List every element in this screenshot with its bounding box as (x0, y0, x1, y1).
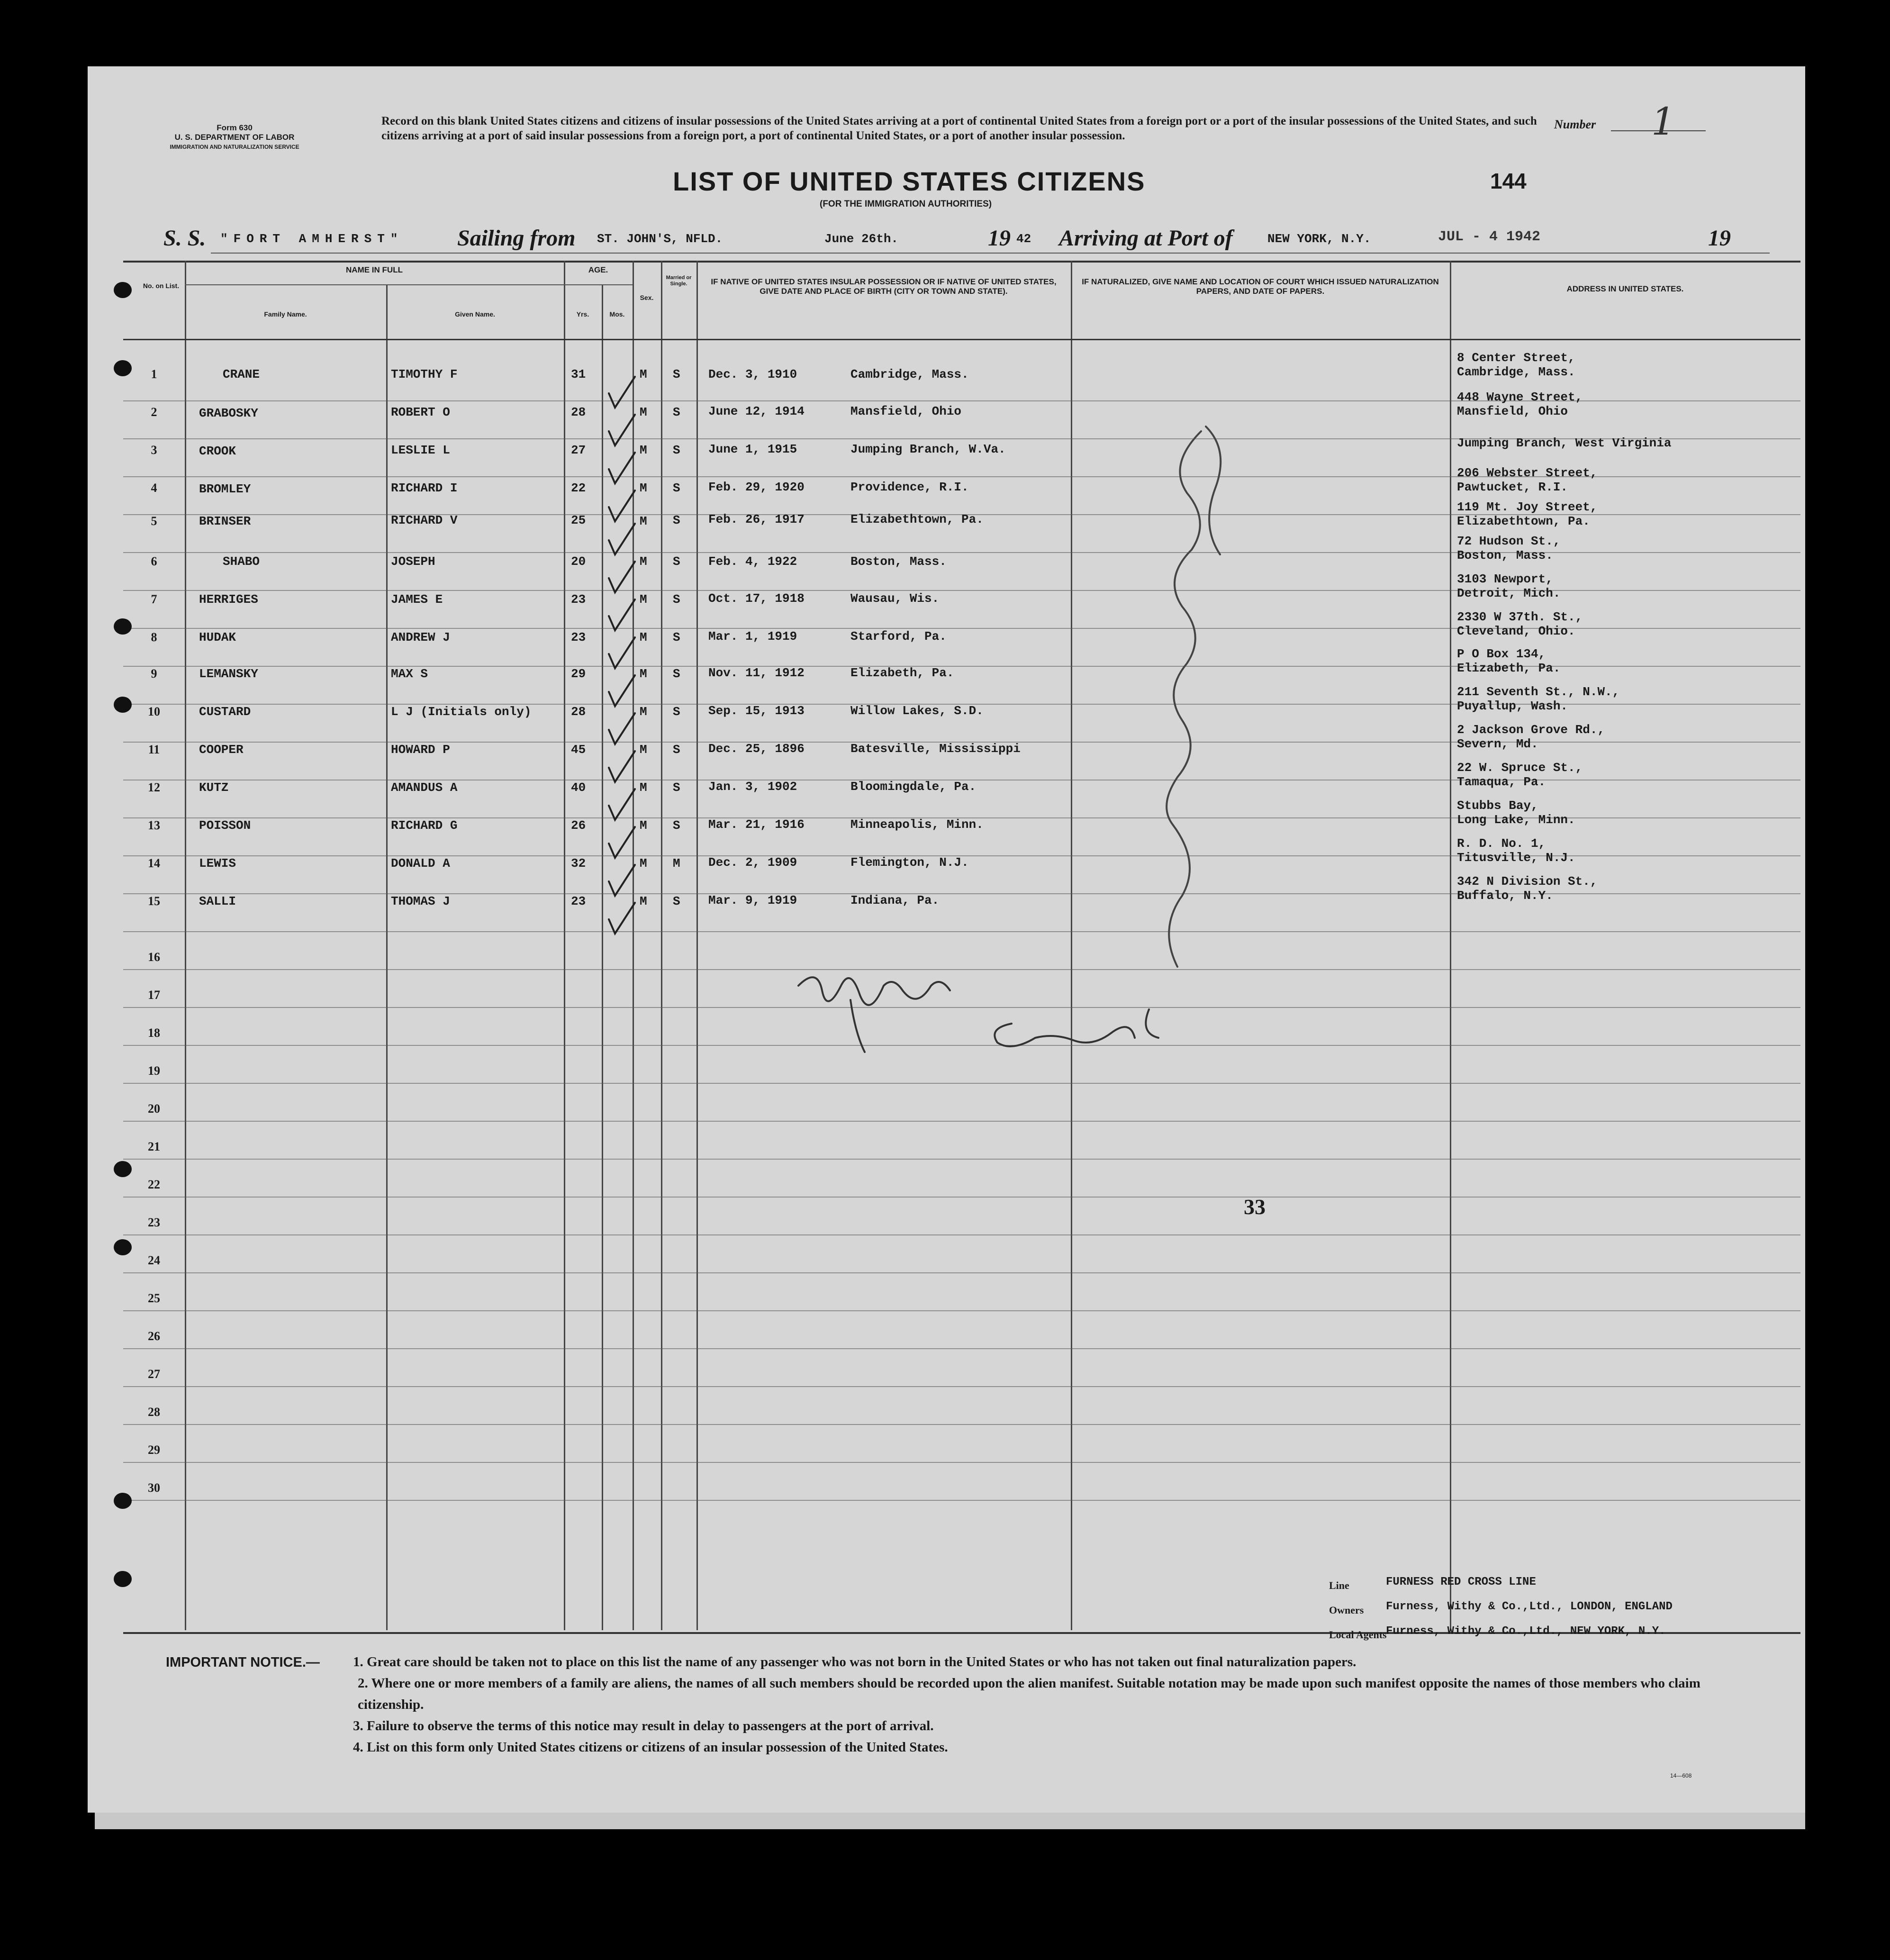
birth-date: Mar. 1, 1919 (708, 629, 797, 644)
number-value: 1 (1651, 100, 1675, 144)
header-name-in-full: NAME IN FULL (346, 265, 403, 274)
birth-place: Mansfield, Ohio (850, 404, 962, 418)
marital-status: S (673, 405, 680, 419)
sex: M (640, 367, 647, 381)
line-value: FURNESS RED CROSS LINE (1386, 1576, 1536, 1588)
voyage-underline (211, 253, 1770, 254)
row-number: 4 (151, 481, 157, 495)
table-row (88, 533, 1805, 571)
birth-place: Batesville, Mississippi (850, 742, 1021, 756)
stamp-number: 33 (1244, 1195, 1266, 1219)
marital-status: S (673, 894, 680, 908)
birth-date: Sep. 15, 1913 (708, 704, 805, 718)
header-family: Family Name. (264, 310, 307, 318)
family-name: SHABO (223, 554, 260, 569)
birth-date: Oct. 17, 1918 (708, 591, 805, 606)
age-years: 29 (571, 667, 586, 681)
binder-hole (114, 618, 132, 635)
header-married: Married or Single. (666, 275, 692, 287)
birth-place: Boston, Mass. (850, 554, 947, 569)
birth-place: Starford, Pa. (850, 629, 947, 644)
given-name: ROBERT O (391, 405, 450, 419)
owners-label: Owners (1329, 1604, 1364, 1616)
row-number: 13 (148, 818, 160, 832)
table-row (88, 419, 1805, 457)
birth-place: Indiana, Pa. (850, 893, 940, 907)
arriving-label: Arriving at Port of (1059, 226, 1233, 251)
address-line-1: 2330 W 37th. St., (1457, 610, 1583, 624)
given-name: LESLIE L (391, 443, 450, 457)
table-row (88, 761, 1805, 799)
given-name: RICHARD G (391, 818, 458, 833)
birth-place: Providence, R.I. (850, 480, 969, 494)
sex: M (640, 705, 647, 719)
address-line-2: Detroit, Mich. (1457, 586, 1561, 600)
ruled-line (123, 1310, 1800, 1311)
row-number: 1 (151, 367, 157, 381)
notice-items (353, 1651, 1755, 1758)
service: IMMIGRATION AND NATURALIZATION SERVICE (170, 144, 299, 150)
address-line-1: 8 Center Street, (1457, 351, 1575, 365)
given-name: RICHARD I (391, 481, 458, 495)
ruled-line (123, 1348, 1800, 1349)
sex: M (640, 856, 647, 871)
age-years: 32 (571, 856, 586, 871)
from-port: ST. JOHN'S, NFLD. (597, 232, 723, 246)
birth-date: Mar. 9, 1919 (708, 893, 797, 907)
header-birth: IF NATIVE OF UNITED STATES INSULAR POSSESSION OR IF NATIVE OF UNITED STATES, GIVE DATE AND PLACE OF BIRTH (CITY OR TOWN AND STATE). (711, 277, 1057, 296)
table-row (88, 609, 1805, 647)
notice-heading: IMPORTANT NOTICE.— (166, 1655, 320, 1670)
ruled-line (123, 931, 1800, 932)
family-name: KUTZ (199, 780, 229, 795)
binder-hole (114, 282, 132, 298)
notice-item-4: 4. List on this form only United States citizens or citizens of an insular possession of the United States. (353, 1740, 948, 1755)
address-line-1: 119 Mt. Joy Street, (1457, 500, 1598, 514)
given-name: HOWARD P (391, 743, 450, 757)
line-label: Line (1329, 1579, 1349, 1591)
given-name: DONALD A (391, 856, 450, 871)
age-years: 28 (571, 705, 586, 719)
marital-status: S (673, 367, 680, 381)
table-row (88, 647, 1805, 685)
sex: M (640, 481, 647, 495)
family-name: BRINSER (199, 514, 251, 528)
marital-status: S (673, 592, 680, 607)
row-number: 5 (151, 514, 157, 528)
family-name: LEMANSKY (199, 667, 258, 681)
sex: M (640, 818, 647, 833)
row-number: 19 (148, 1064, 160, 1078)
age-years: 25 (571, 513, 586, 527)
address-line-1: 211 Seventh St., N.W., (1457, 685, 1620, 699)
row-number: 29 (148, 1443, 160, 1457)
line-info-block (1329, 1576, 1803, 1644)
address-line-1: 448 Wayne Street, (1457, 390, 1583, 404)
row-number: 21 (148, 1140, 160, 1153)
sex: M (640, 592, 647, 607)
marital-status: S (673, 513, 680, 527)
birth-place: Wausau, Wis. (850, 591, 940, 606)
birth-date: June 1, 1915 (708, 442, 797, 456)
voyage-line (163, 225, 1798, 258)
row-number: 6 (151, 554, 157, 568)
year-prefix: 19 (988, 226, 1011, 251)
marital-status: M (673, 856, 680, 871)
address-line-2: Severn, Md. (1457, 737, 1538, 751)
family-name: POISSON (199, 818, 251, 833)
birth-place: Minneapolis, Minn. (850, 817, 984, 832)
row-number: 18 (148, 1026, 160, 1040)
row-number: 8 (151, 630, 157, 644)
ruled-line (123, 1424, 1800, 1425)
header-yrs: Yrs. (576, 310, 589, 318)
table-row (88, 874, 1805, 912)
birth-date: Feb. 26, 1917 (708, 512, 805, 526)
row-number: 3 (151, 443, 157, 457)
birth-date: Feb. 4, 1922 (708, 554, 797, 569)
notice-item-1: 1. Great care should be taken not to place on this list the name of any passenger who was not born in the United States or who has not taken out final naturalization papers. (353, 1654, 1356, 1670)
header-no: No. on List. (143, 282, 180, 290)
birth-place: Cambridge, Mass. (850, 367, 969, 381)
marital-status: S (673, 667, 680, 681)
binder-hole (114, 1161, 132, 1177)
row-number: 14 (148, 856, 160, 870)
birth-date: Jan. 3, 1902 (708, 780, 797, 794)
marital-status: S (673, 705, 680, 719)
birth-date: Dec. 3, 1910 (708, 367, 797, 381)
year-suffix: 42 (1016, 232, 1031, 246)
row-number: 11 (148, 743, 160, 756)
given-name: TIMOTHY F (391, 367, 458, 381)
ruled-line (123, 1462, 1800, 1463)
ruled-line (123, 1197, 1800, 1198)
birth-place: Elizabethtown, Pa. (850, 512, 984, 526)
agents-label: Local Agents (1329, 1629, 1387, 1641)
age-years: 40 (571, 780, 586, 795)
table-row (88, 799, 1805, 836)
sex: M (640, 514, 647, 528)
row-number: 23 (148, 1216, 160, 1229)
marital-status: S (673, 780, 680, 795)
agents-value: Furness, Withy & Co.,Ltd., NEW YORK, N.Y. (1386, 1625, 1666, 1638)
table-row (88, 685, 1805, 723)
given-name: AMANDUS A (391, 780, 458, 795)
sex: M (640, 405, 647, 419)
table-row (88, 457, 1805, 495)
header-given: Given Name. (455, 310, 495, 318)
row-number: 9 (151, 667, 157, 681)
manifest-page (88, 66, 1805, 1813)
row-number: 17 (148, 988, 160, 1002)
birth-date: Dec. 25, 1896 (708, 742, 805, 756)
form-code: 14—608 (1670, 1772, 1692, 1779)
birth-place: Elizabeth, Pa. (850, 666, 954, 680)
check-marks (602, 374, 659, 1000)
binder-hole (114, 1571, 132, 1587)
number-label: Number (1554, 118, 1596, 131)
ruled-line (123, 1500, 1800, 1501)
family-name: HUDAK (199, 630, 236, 644)
age-years: 26 (571, 818, 586, 833)
table-row (88, 571, 1805, 609)
form-number: Form 630 (217, 123, 253, 132)
given-name: JOSEPH (391, 554, 435, 569)
birth-place: Flemington, N.J. (850, 855, 969, 870)
ruled-line (123, 1121, 1800, 1122)
age-years: 28 (571, 405, 586, 419)
family-name: HERRIGES (199, 592, 258, 607)
birth-place: Willow Lakes, S.D. (850, 704, 984, 718)
address-line-2: Titusville, N.J. (1457, 851, 1575, 865)
header-age-rule (564, 284, 633, 285)
row-number: 28 (148, 1405, 160, 1419)
given-name: ANDREW J (391, 630, 450, 644)
address-line-2: Elizabeth, Pa. (1457, 661, 1561, 675)
family-name: CUSTARD (199, 705, 251, 719)
sex: M (640, 554, 647, 569)
header-age: AGE. (588, 265, 608, 274)
row-number: 20 (148, 1102, 160, 1116)
address-line-1: 2 Jackson Grove Rd., (1457, 723, 1605, 737)
birth-place: Jumping Branch, W.Va. (850, 442, 1006, 456)
row-number: 10 (148, 705, 160, 718)
row-number: 25 (148, 1291, 160, 1305)
ruled-line (123, 1272, 1800, 1273)
department: U. S. DEPARTMENT OF LABOR (174, 133, 295, 142)
sex: M (640, 743, 647, 757)
sailing-date: June 26th. (824, 232, 899, 246)
row-number: 30 (148, 1481, 160, 1495)
family-name: GRABOSKY (199, 406, 258, 420)
address-line-1: R. D. No. 1, (1457, 836, 1546, 851)
address-line-1: 3103 Newport, (1457, 572, 1553, 586)
address-line-2: Cambridge, Mass. (1457, 365, 1575, 379)
header-name-rule (185, 284, 564, 285)
page-title: LIST OF UNITED STATES CITIZENS (673, 166, 1146, 196)
row-number: 16 (148, 950, 160, 964)
arrival-stamp: JUL - 4 1942 (1438, 229, 1541, 245)
sailing-label: Sailing from (457, 226, 576, 251)
header-mos: Mos. (609, 310, 625, 318)
marital-status: S (673, 554, 680, 569)
row-number: 7 (151, 592, 157, 606)
address-line-1: Jumping Branch, West Virginia (1457, 436, 1672, 450)
given-name: THOMAS J (391, 894, 450, 908)
ship-name: "FORT AMHERST" (220, 232, 404, 246)
header-bottom-rule (123, 339, 1800, 340)
address-line-2: Cleveland, Ohio. (1457, 624, 1575, 638)
owners-value: Furness, Withy & Co.,Ltd., LONDON, ENGLAND (1386, 1600, 1673, 1613)
age-years: 27 (571, 443, 586, 457)
marital-status: S (673, 443, 680, 457)
intro-text: Record on this blank United States citizens and citizens of insular possessions of the United States arriving at a port of continental United States from a foreign port or a port of the insular possessions of the United States, and such citizens arriving at a port of said insular possessions from a foreign port, a port of continental United States, or a port of another insular possession. (381, 115, 1537, 142)
sex: M (640, 667, 647, 681)
address-line-2: Pawtucket, R.I. (1457, 480, 1568, 494)
to-port: NEW YORK, N.Y. (1267, 232, 1371, 246)
address-line-2: Boston, Mass. (1457, 548, 1553, 563)
binder-hole (114, 1493, 132, 1509)
age-years: 23 (571, 592, 586, 607)
page-edge (95, 1810, 1805, 1829)
family-name: CROOK (199, 444, 236, 458)
age-years: 20 (571, 554, 586, 569)
birth-date: Nov. 11, 1912 (708, 666, 805, 680)
family-name: SALLI (199, 894, 236, 908)
row-number: 2 (151, 405, 157, 419)
marital-status: S (673, 743, 680, 757)
birth-date: Dec. 2, 1909 (708, 855, 797, 870)
notice-item-2: 2. Where one or more members of a family are aliens, the names of all such members should be recorded upon the alien manifest. Suitable notation may be made upon such manifest opposite the names of those members who claim citizenship. (358, 1676, 1700, 1712)
given-name: RICHARD V (391, 513, 458, 527)
ruled-line (123, 1234, 1800, 1235)
given-name: L J (Initials only) (391, 705, 532, 719)
address-line-2: Buffalo, N.Y. (1457, 889, 1553, 903)
family-name: CRANE (223, 367, 260, 381)
row-number: 27 (148, 1367, 160, 1381)
age-years: 22 (571, 481, 586, 495)
row-number: 12 (148, 780, 160, 794)
given-name: JAMES E (391, 592, 443, 607)
ruled-line (123, 1386, 1800, 1387)
table-row (88, 723, 1805, 761)
header-naturalized: IF NATURALIZED, GIVE NAME AND LOCATION OF COURT WHICH ISSUED NATURALIZATION PAPERS, AND DATE OF PAPERS. (1082, 277, 1439, 296)
family-name: BROMLEY (199, 482, 251, 496)
age-years: 45 (571, 743, 586, 757)
header-address: ADDRESS IN UNITED STATES. (1566, 284, 1684, 293)
address-line-2: Elizabethtown, Pa. (1457, 514, 1590, 528)
marital-status: S (673, 481, 680, 495)
table-row (88, 836, 1805, 874)
address-line-1: 206 Webster Street, (1457, 466, 1598, 480)
year-prefix-2: 19 (1708, 226, 1731, 251)
sex: M (640, 894, 647, 908)
birth-date: Mar. 21, 1916 (708, 817, 805, 832)
page-subtitle: (FOR THE IMMIGRATION AUTHORITIES) (820, 199, 992, 209)
form-id-block (149, 123, 320, 152)
table-row (88, 495, 1805, 533)
sex: M (640, 630, 647, 644)
table-row (88, 344, 1805, 381)
age-years: 23 (571, 630, 586, 644)
address-line-2: Long Lake, Minn. (1457, 813, 1575, 827)
binder-hole (114, 1239, 132, 1255)
header-sex: Sex. (640, 294, 654, 301)
address-line-2: Mansfield, Ohio (1457, 404, 1568, 418)
ruled-line (123, 1159, 1800, 1160)
marital-status: S (673, 630, 680, 644)
birth-date: June 12, 1914 (708, 404, 805, 418)
table-row (88, 381, 1805, 419)
binder-hole (114, 360, 132, 376)
address-line-2: Tamaqua, Pa. (1457, 775, 1546, 789)
sex: M (640, 443, 647, 457)
sex: M (640, 780, 647, 795)
row-number: 15 (148, 894, 160, 908)
given-name: MAX S (391, 667, 428, 681)
page-number: 144 (1490, 169, 1527, 193)
row-number: 26 (148, 1329, 160, 1343)
notice-item-3: 3. Failure to observe the terms of this notice may result in delay to passengers at the port of arrival. (353, 1718, 934, 1733)
row-number: 24 (148, 1253, 160, 1267)
row-number: 22 (148, 1178, 160, 1191)
birth-date: Feb. 29, 1920 (708, 480, 805, 494)
marital-status: S (673, 818, 680, 833)
age-years: 31 (571, 367, 586, 381)
family-name: LEWIS (199, 856, 236, 871)
naturalization-scrawl (1149, 398, 1234, 1024)
address-line-2: Puyallup, Wash. (1457, 699, 1568, 713)
address-line-1: Stubbs Bay, (1457, 799, 1538, 813)
ss-label: S. S. (163, 226, 206, 251)
binder-hole (114, 697, 132, 713)
family-name: COOPER (199, 743, 244, 757)
address-line-1: 22 W. Spruce St., (1457, 761, 1583, 775)
age-years: 23 (571, 894, 586, 908)
address-line-1: 342 N Division St., (1457, 874, 1598, 889)
birth-place: Bloomingdale, Pa. (850, 780, 977, 794)
inspector-signature (789, 957, 1168, 1099)
address-line-1: P O Box 134, (1457, 647, 1546, 661)
address-line-1: 72 Hudson St., (1457, 534, 1561, 548)
